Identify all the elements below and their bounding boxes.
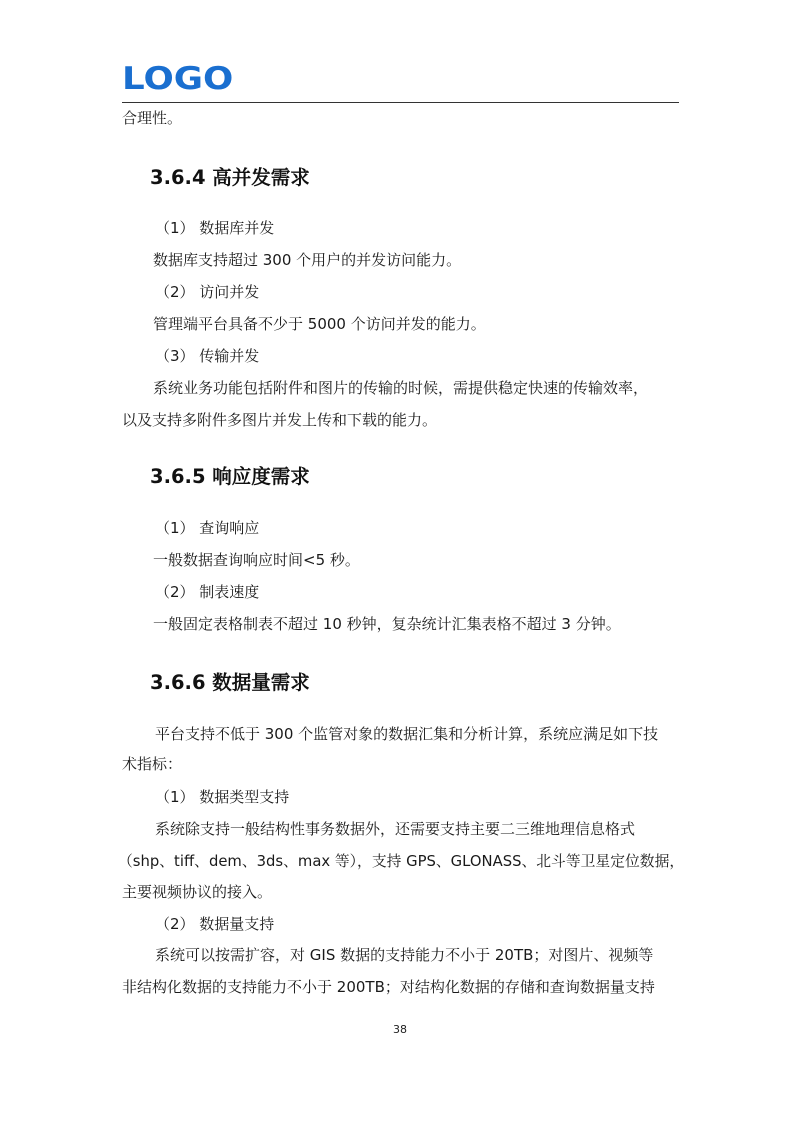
page-number: 38: [393, 1023, 407, 1036]
list-item-label: （3） 传输并发: [155, 347, 260, 365]
section-heading-3-6-6: 3.6.6 数据量需求: [150, 671, 310, 694]
body-line: 术指标：: [122, 755, 183, 773]
list-item-label: （2） 制表速度: [155, 583, 260, 601]
list-item-label: （1） 数据类型支持: [155, 788, 290, 806]
body-line: 系统可以按需扩容，对 GIS 数据的支持能力不小于 20TB；对图片、视频等: [155, 946, 654, 964]
body-line: 管理端平台具备不少于 5000 个访问并发的能力。: [153, 315, 486, 333]
body-line: 一般数据查询响应时间<5 秒。: [153, 551, 360, 569]
section-heading-3-6-4: 3.6.4 高并发需求: [150, 166, 310, 189]
section-heading-3-6-5: 3.6.5 响应度需求: [150, 465, 310, 488]
body-line: 一般固定表格制表不超过 10 秒钟，复杂统计汇集表格不超过 3 分钟。: [153, 615, 621, 633]
logo-text: LOGO: [122, 61, 234, 97]
body-line: 非结构化数据的支持能力不小于 200TB；对结构化数据的存储和查询数据量支持: [122, 978, 655, 996]
body-line: （shp、tiff、dem、3ds、max 等），支持 GPS、GLONASS、北斗等卫星定位数据，: [118, 852, 685, 870]
body-line: 合理性。: [122, 109, 183, 127]
body-line: 系统业务功能包括附件和图片的传输的时候，需提供稳定快速的传输效率，: [153, 379, 649, 397]
list-item-label: （1） 查询响应: [155, 519, 260, 537]
body-line: 平台支持不低于 300 个监管对象的数据汇集和分析计算，系统应满足如下技: [155, 725, 659, 743]
body-line: 数据库支持超过 300 个用户的并发访问能力。: [153, 251, 462, 269]
logo: [122, 61, 234, 97]
body-line: 以及支持多附件多图片并发上传和下载的能力。: [122, 411, 438, 429]
body-line: 主要视频协议的接入。: [122, 883, 273, 901]
list-item-label: （2） 访问并发: [155, 283, 260, 301]
list-item-label: （2） 数据量支持: [155, 915, 275, 933]
list-item-label: （1） 数据库并发: [155, 219, 275, 237]
body-line: 系统除支持一般结构性事务数据外，还需要支持主要二三维地理信息格式: [155, 820, 636, 838]
header-rule: [122, 102, 679, 103]
